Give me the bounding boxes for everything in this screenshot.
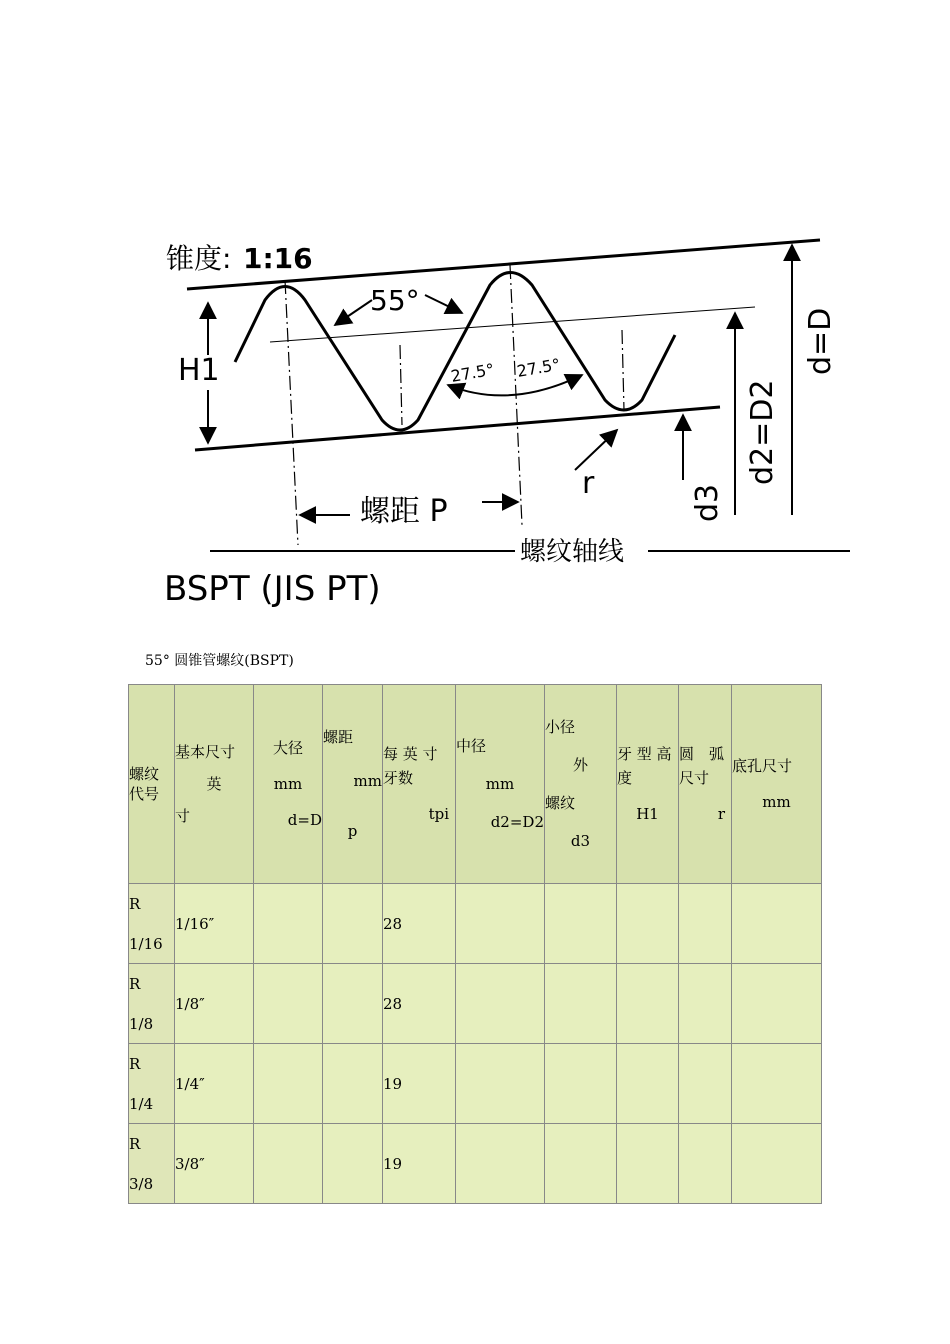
header-thread-code: 螺纹 代号: [129, 685, 175, 884]
cell-empty: [732, 1124, 822, 1204]
angle-half-right-label: 27.5°: [515, 354, 562, 381]
pitch-label: 螺距 P: [360, 494, 448, 529]
cell-empty: [679, 1124, 732, 1204]
cell-empty: [323, 964, 383, 1044]
cell-empty: [254, 1124, 323, 1204]
header-radius: 圆 弧 尺寸 r: [679, 685, 732, 884]
cell-code: R 1/4: [129, 1044, 175, 1124]
bspt-thread-diagram: [150, 225, 870, 620]
d-label: d=D: [803, 307, 838, 375]
cell-empty: [617, 884, 679, 964]
table-caption: 55° 圆锥管螺纹(BSPT): [145, 653, 294, 669]
cell-empty: [323, 1124, 383, 1204]
cell-tpi: 19: [383, 1044, 456, 1124]
cell-empty: [323, 884, 383, 964]
cell-empty: [617, 964, 679, 1044]
header-minor-diameter: 小径 外 螺纹 d3: [545, 685, 617, 884]
cell-tpi: 28: [383, 964, 456, 1044]
cell-empty: [545, 1124, 617, 1204]
cell-empty: [545, 964, 617, 1044]
axis-label: 螺纹轴线: [520, 537, 625, 567]
cell-empty: [456, 1044, 545, 1124]
cell-tpi: 19: [383, 1124, 456, 1204]
header-drill-size: 底孔尺寸 mm: [732, 685, 822, 884]
cell-empty: [617, 1044, 679, 1124]
bspt-thread-table: [128, 684, 822, 1204]
standard-title: BSPT (JIS PT): [164, 569, 381, 609]
cell-empty: [732, 964, 822, 1044]
cell-empty: [456, 964, 545, 1044]
cell-code: R 1/8: [129, 964, 175, 1044]
cell-nominal: 3/8″: [175, 1124, 254, 1204]
table-header-row: [129, 685, 822, 884]
table-row: [129, 1124, 822, 1204]
cell-empty: [617, 1124, 679, 1204]
cell-empty: [254, 964, 323, 1044]
d3-label: d3: [690, 483, 725, 522]
thread-profile: [235, 273, 675, 431]
table-row: [129, 964, 822, 1044]
cell-empty: [732, 884, 822, 964]
cell-code: R 1/16: [129, 884, 175, 964]
cell-empty: [679, 1044, 732, 1124]
cell-empty: [254, 1044, 323, 1124]
angle-total-label: 55°: [370, 284, 420, 317]
root-taper-line: [195, 407, 720, 450]
root-centerline-1: [400, 345, 402, 425]
cell-empty: [456, 884, 545, 964]
cell-nominal: 1/4″: [175, 1044, 254, 1124]
cell-empty: [679, 964, 732, 1044]
h1-label: H1: [178, 353, 220, 388]
header-thread-height: 牙 型 高 度 H1: [617, 685, 679, 884]
header-threads-per-inch: 每 英 寸 牙数 tpi: [383, 685, 456, 884]
cell-tpi: 28: [383, 884, 456, 964]
cell-nominal: 1/8″: [175, 964, 254, 1044]
cell-code: R 3/8: [129, 1124, 175, 1204]
root-centerline-2: [622, 330, 624, 410]
header-pitch: 螺距 mm p: [323, 685, 383, 884]
angle-half-left-label: 27.5°: [449, 359, 496, 386]
cell-empty: [679, 884, 732, 964]
table-row: [129, 884, 822, 964]
crest-centerline-1: [285, 280, 298, 545]
header-nominal-size: 基本尺寸 英 寸: [175, 685, 254, 884]
header-pitch-diameter: 中径 mm d2=D2: [456, 685, 545, 884]
taper-label: 锥度:: [166, 242, 232, 275]
table-row: [129, 1044, 822, 1124]
d2-label: d2=D2: [745, 379, 780, 485]
taper-value: 1:16: [243, 242, 313, 275]
cell-empty: [545, 884, 617, 964]
cell-empty: [254, 884, 323, 964]
cell-empty: [323, 1044, 383, 1124]
cell-empty: [545, 1044, 617, 1124]
cell-nominal: 1/16″: [175, 884, 254, 964]
cell-empty: [732, 1044, 822, 1124]
header-major-diameter: 大径 mm d=D: [254, 685, 323, 884]
radius-label: r: [582, 466, 595, 501]
cell-empty: [456, 1124, 545, 1204]
